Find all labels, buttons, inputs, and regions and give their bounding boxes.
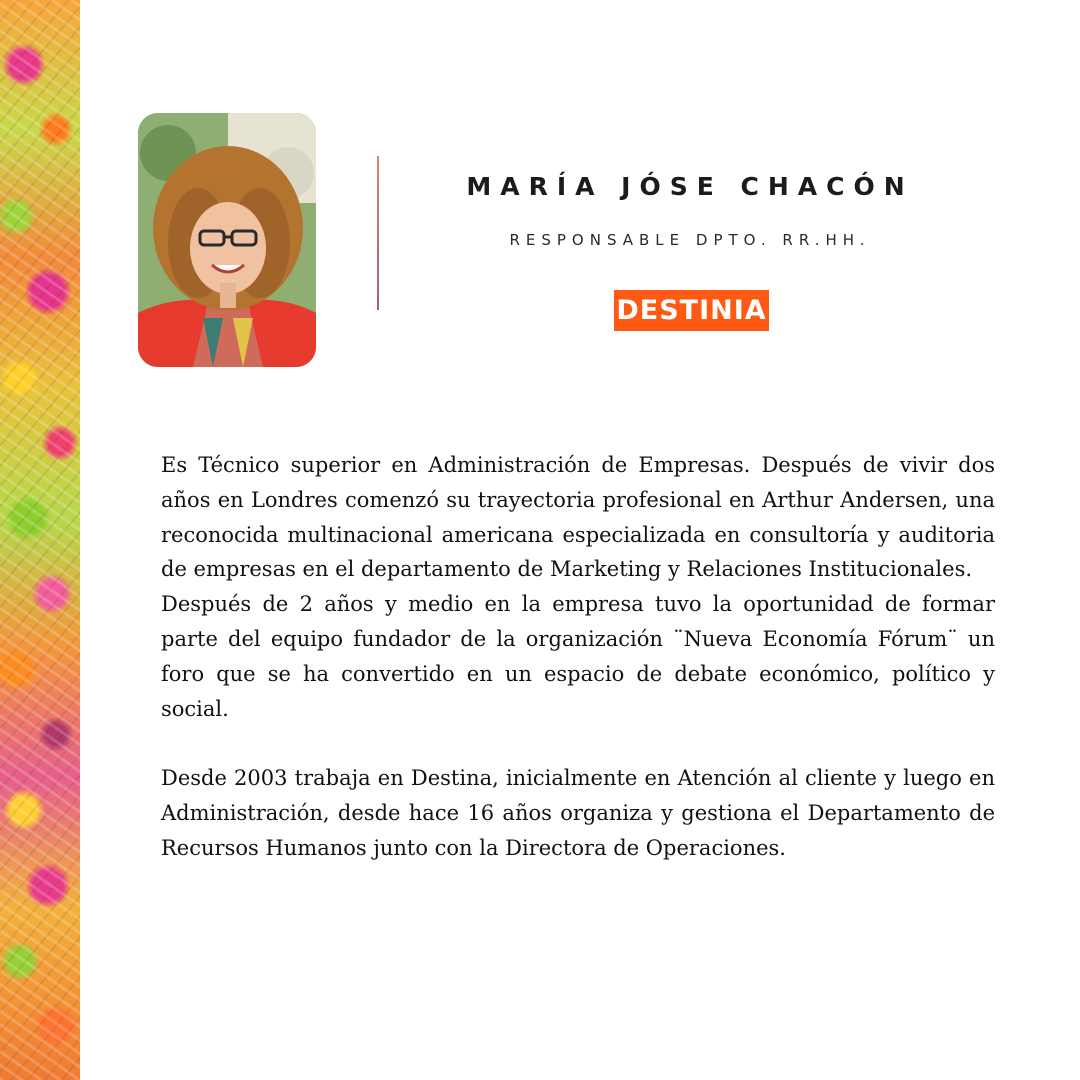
bio-paragraph-2: Después de 2 años y medio en la empresa tuvo la oportunidad de formar parte del equipo fundador de la organización ¨Nueva Economía Fórum¨ un foro que se ha convertido en un espacio de debate económico, político y social. — [161, 592, 995, 721]
bio-paragraph-3: Desde 2003 trabaja en Destina, inicialmente en Atención al cliente y luego en Administración, desde hace 16 años organiza y gestiona el Departamento de Recursos Humanos junto con la Directora de Operaciones. — [161, 766, 995, 860]
floral-decoration-strip — [0, 0, 80, 1080]
destinia-logo — [614, 290, 769, 331]
profile-photo — [138, 113, 316, 367]
logo-text: DESTINIA — [616, 295, 767, 326]
bio-paragraph-1: Es Técnico superior en Administración de Empresas. Después de vivir dos años en Londres comenzó su trayectoria profesional en Arthur Andersen, una reconocida multinacional americana especializada en consultoría y auditoria de empresas en el departamento de Marketing y Relaciones Institucionales. — [161, 453, 995, 582]
person-name: MARÍA JÓSE CHACÓN — [466, 172, 914, 201]
portrait-photo-icon — [138, 113, 316, 367]
person-role: RESPONSABLE DPTO. RR.HH. — [509, 231, 871, 249]
vertical-divider — [377, 156, 379, 310]
biography-text — [161, 448, 995, 866]
